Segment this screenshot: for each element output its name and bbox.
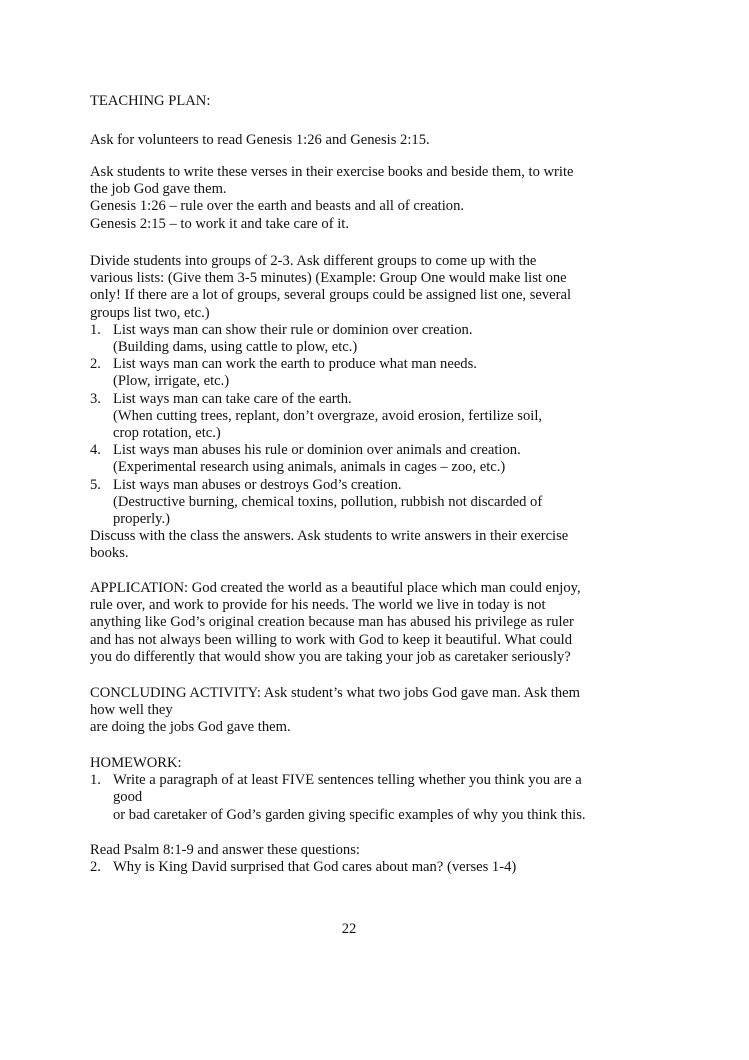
list-item [90,859,650,876]
paragraph-line: groups list two, etc.) [90,304,210,321]
list-line: (Building dams, using cattle to plow, etc.) [113,339,358,356]
list-item [90,442,650,476]
list-line: List ways man can work the earth to produce what man needs. [113,356,477,373]
paragraph-line: and has not always been willing to work with God to keep it beautiful. What could [90,631,573,648]
intro-paragraph [90,132,650,149]
list-line: List ways man abuses his rule or dominion over animals and creation. [113,442,521,459]
list-line: List ways man can show their rule or dominion over creation. [113,321,473,338]
list-item [90,356,650,390]
paragraph-line: various lists: (Give them 3-5 minutes) (Example: Group One would make list one [90,270,567,287]
list-line: good [113,789,143,806]
list-item [90,391,650,443]
concluding-activity-paragraph [90,685,650,737]
heading-text: TEACHING PLAN: [90,93,211,109]
application-paragraph [90,580,650,666]
paragraph-line: only! If there are a lot of groups, several groups could be assigned list one, several [90,287,572,304]
paragraph-line: Ask for volunteers to read Genesis 1:26 and Genesis 2:15. [90,132,430,148]
divide-groups-section [90,253,650,563]
paragraph-line: Read Psalm 8:1-9 and answer these questions: [90,842,360,858]
write-verses-paragraph [90,164,650,233]
paragraph-line: Genesis 1:26 – rule over the earth and beasts and all of creation. [90,198,465,215]
list-line: Why is King David surprised that God cares about man? (verses 1-4) [113,859,517,876]
list-line: Write a paragraph of at least FIVE sentences telling whether you think you are a [113,772,582,789]
paragraph-line: are doing the jobs God gave them. [90,719,291,736]
paragraph-line: Ask students to write these verses in their exercise books and beside them, to write [90,164,574,180]
list-line: (Experimental research using animals, animals in cages – zoo, etc.) [113,459,506,476]
psalm-questions-section [90,842,650,876]
list-number: 3. [90,390,101,407]
list-line: properly.) [113,511,170,528]
paragraph-line: Divide students into groups of 2-3. Ask different groups to come up with the [90,253,537,269]
homework-section [90,755,650,824]
list-number: 1. [90,321,101,338]
list-line: (Plow, irrigate, etc.) [113,373,230,390]
homework-heading: HOMEWORK: [90,755,182,771]
list-number: 2. [90,356,101,373]
list-number: 4. [90,442,101,459]
list-number: 5. [90,476,101,493]
paragraph-line: rule over, and work to provide for his needs. The world we live in today is not [90,597,546,614]
page-number: 22 [341,921,357,937]
paragraph-line: Genesis 2:15 – to work it and take care of it. [90,215,349,232]
paragraph-line: APPLICATION: God created the world as a beautiful place which man could enjoy, [90,580,581,596]
list-number: 2. [90,859,101,876]
list-line: or bad caretaker of God’s garden giving specific examples of why you think this. [113,806,586,823]
teaching-plan-heading [90,93,650,110]
list-number: 1. [90,772,101,789]
paragraph-line: the job God gave them. [90,181,227,198]
paragraph-line: books. [90,545,129,562]
list-item [90,322,650,356]
list-item [90,772,650,824]
list-line: List ways man abuses or destroys God’s creation. [113,476,402,493]
paragraph-line: how well they [90,702,173,719]
list-item [90,477,650,529]
paragraph-line: you do differently that would show you are taking your job as caretaker seriously? [90,648,571,665]
list-line: List ways man can take care of the earth. [113,390,352,407]
list-line: (When cutting trees, replant, don’t overgraze, avoid erosion, fertilize soil, [113,407,543,424]
list-line: (Destructive burning, chemical toxins, pollution, rubbish not discarded of [113,493,543,510]
paragraph-line: CONCLUDING ACTIVITY: Ask student’s what two jobs God gave man. Ask them [90,685,580,701]
list-line: crop rotation, etc.) [113,425,221,442]
paragraph-line: Discuss with the class the answers. Ask students to write answers in their exercise [90,528,569,545]
paragraph-line: anything like God’s original creation because man has abused his privilege as ruler [90,614,574,631]
